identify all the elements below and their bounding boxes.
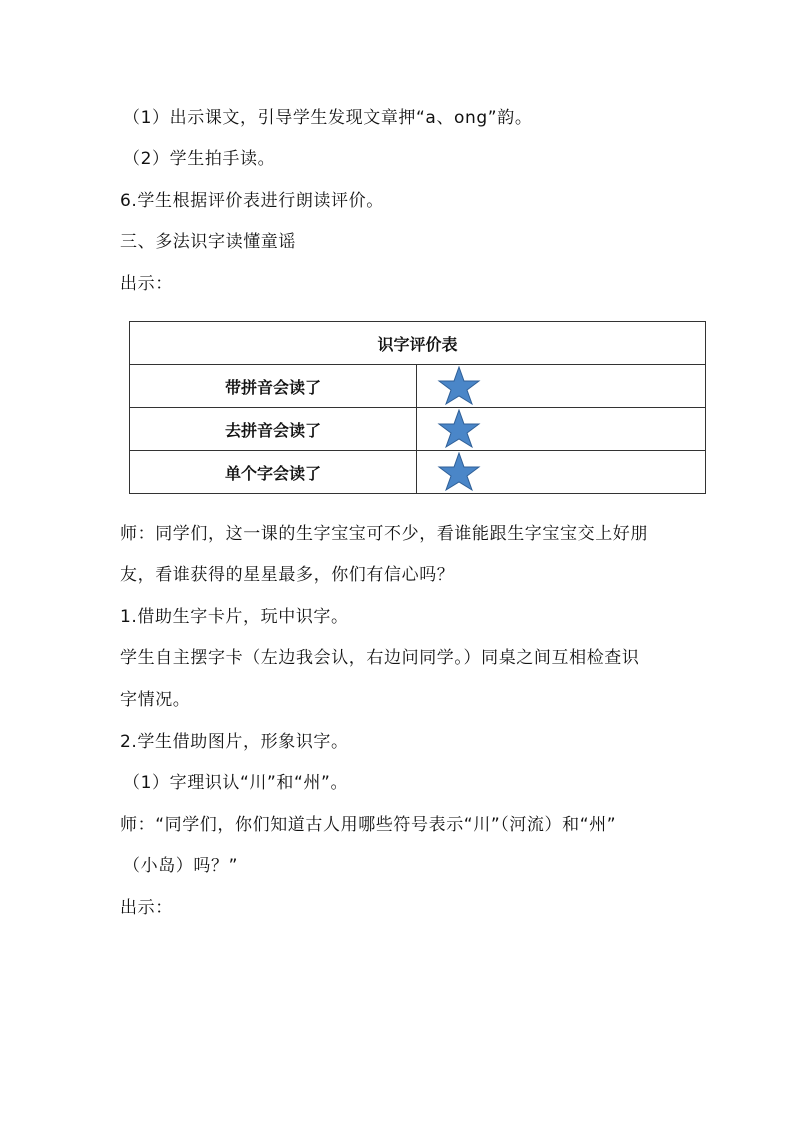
student-line-2: 字情况。 — [120, 690, 191, 710]
star-cell — [417, 365, 706, 408]
item-6-text: 6.学生根据评价表进行朗读评价。 — [120, 191, 384, 211]
teacher-question-line-2: （小岛）吗？” — [123, 856, 239, 876]
table-row — [130, 365, 706, 408]
row-label: 带拼音会读了 — [130, 365, 417, 408]
table-row — [130, 451, 706, 494]
student-line-1: 学生自主摆字卡（左边我会认，右边问同学。）同桌之间互相检查识 — [120, 648, 640, 668]
item-2-text: 2.学生借助图片，形象识字。 — [120, 732, 349, 752]
star-cell — [417, 451, 706, 494]
show-label-1: 出示： — [120, 274, 173, 294]
teacher-line-2: 友，看谁获得的星星最多，你们有信心吗？ — [120, 565, 455, 585]
section-three-heading: 三、多法识字读懂童谣 — [120, 232, 296, 252]
step-2-text: （2）学生拍手读。 — [123, 149, 276, 169]
teacher-line-1: 师：同学们，这一课的生字宝宝可不少，看谁能跟生字宝宝交上好朋 — [120, 524, 648, 544]
table-row — [130, 408, 706, 451]
star-icon — [437, 366, 481, 406]
row-label: 去拼音会读了 — [130, 408, 417, 451]
step-1-text: （1）出示课文，引导学生发现文章押“a、ong”韵。 — [123, 108, 533, 128]
row-label: 单个字会读了 — [130, 451, 417, 494]
star-icon — [437, 409, 481, 449]
star-cell — [417, 408, 706, 451]
show-label-2: 出示： — [120, 898, 173, 918]
sub-item-1-text: （1）字理识认“川”和“州”。 — [123, 773, 349, 793]
literacy-evaluation-table — [129, 321, 706, 494]
item-1-text: 1.借助生字卡片，玩中识字。 — [120, 607, 349, 627]
teacher-question-line-1: 师：“同学们，你们知道古人用哪些符号表示“川”（河流）和“州” — [120, 815, 617, 835]
star-icon — [437, 452, 481, 492]
table-title: 识字评价表 — [130, 322, 706, 365]
